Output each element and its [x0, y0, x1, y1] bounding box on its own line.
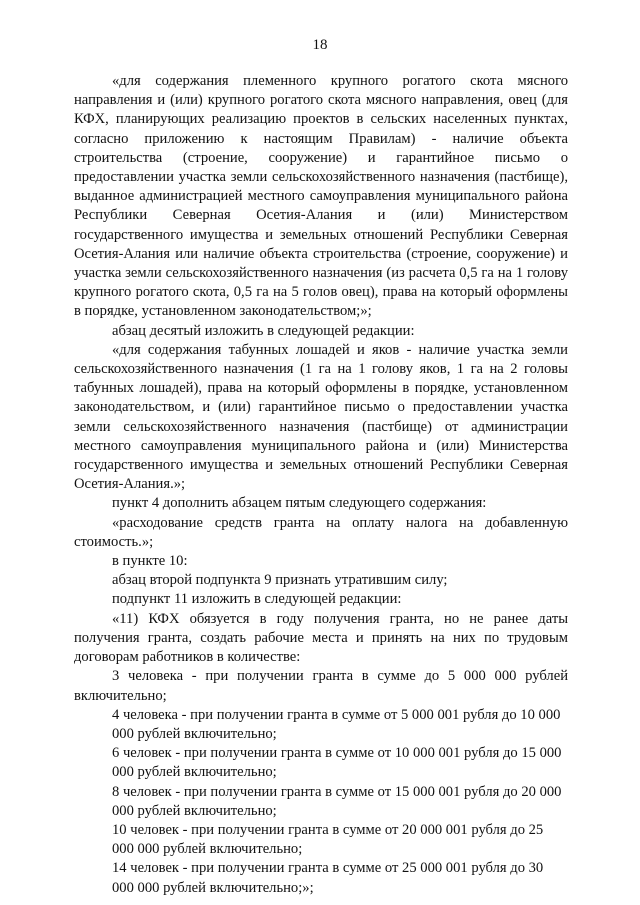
list-item-10-persons: 10 человек - при получении гранта в сумме от 20 000 001 рубля до 25 000 000 рублей включительно; — [112, 821, 544, 858]
paragraph-horses-yaks: «для содержания табунных лошадей и яков - наличие участка земли сельскохозяйственного назначения (1 га на 1 голову яков, 1 га на 2 головы табунных лошадей), права на который оформлены в порядке, установленном законодательством, и (или) гарантийное письмо о предоставлении участка земли сельскохозяйственного назначения (пастбище) от администрации местного самоуправления муниципального района и (или) Министерства государственного имущества и земельных отношений Республики Северная Осетия-Алания.»; — [74, 341, 568, 493]
paragraph-breeding-cattle: «для содержания племенного крупного рогатого скота мясного направления и (или) крупного рогатого скота мясного направления, овец (для КФХ, планирующих реализацию проектов в сельских населенных пунктах, согласно приложению к настоящим Правилам) - наличие объекта строительства (строение, сооружение) и гарантийное письмо о предоставлении участка земли сельскохозяйственного назначения (пастбище), выданное администрацией местного самоуправления муниципального района Республики Северная Осетия-Алания и (или) Министерством государственного имущества и земельных отношений Республики Северная Осетия-Алания или наличие объекта строительства (строение, сооружение) и участка земли сельскохозяйственного назначения (из расчета 0,5 га на 1 голову крупного рогатого скота, 0,5 га на 5 голов овец), права на который оформлены в порядке, установленном законодательством;»; — [74, 73, 568, 320]
list-item-4-persons: 4 человека - при получении гранта в сумме от 5 000 001 рубля до 10 000 000 рублей включительно; — [112, 706, 561, 742]
paragraph-point-4: пункт 4 дополнить абзацем пятым следующего содержания: — [112, 495, 487, 512]
list-item-8-persons: 8 человек - при получении гранта в сумме от 15 000 001 рубля до 20 000 000 рублей включительно; — [112, 783, 562, 819]
page-number: 18 — [312, 37, 328, 53]
paragraph-tenth-clause: абзац десятый изложить в следующей редакции: — [112, 322, 415, 339]
paragraph-point-10: в пункте 10: — [112, 553, 188, 570]
document-body — [74, 72, 568, 898]
list-item-14-persons: 14 человек - при получении гранта в сумме от 25 000 001 рубля до 30 000 000 рублей включительно;»; — [112, 860, 544, 896]
list-item-6-persons: 6 человек - при получении гранта в сумме от 10 000 001 рубля до 15 000 000 рублей включительно; — [112, 745, 562, 781]
paragraph-jobs-obligation: «11) КФХ обязуется в году получения гранта, но не ранее даты получения гранта, создать рабочие места и принять на них по трудовым договорам работников в количестве: — [74, 610, 568, 666]
paragraph-subpoint-9: абзац второй подпункта 9 признать утратившим силу; — [112, 572, 448, 589]
paragraph-subpoint-11: подпункт 11 изложить в следующей редакции: — [112, 591, 402, 608]
paragraph-vat: «расходование средств гранта на оплату налога на добавленную стоимость.»; — [74, 514, 568, 550]
paragraph-3-persons: 3 человека - при получении гранта в сумме до 5 000 000 рублей включительно; — [74, 668, 568, 704]
